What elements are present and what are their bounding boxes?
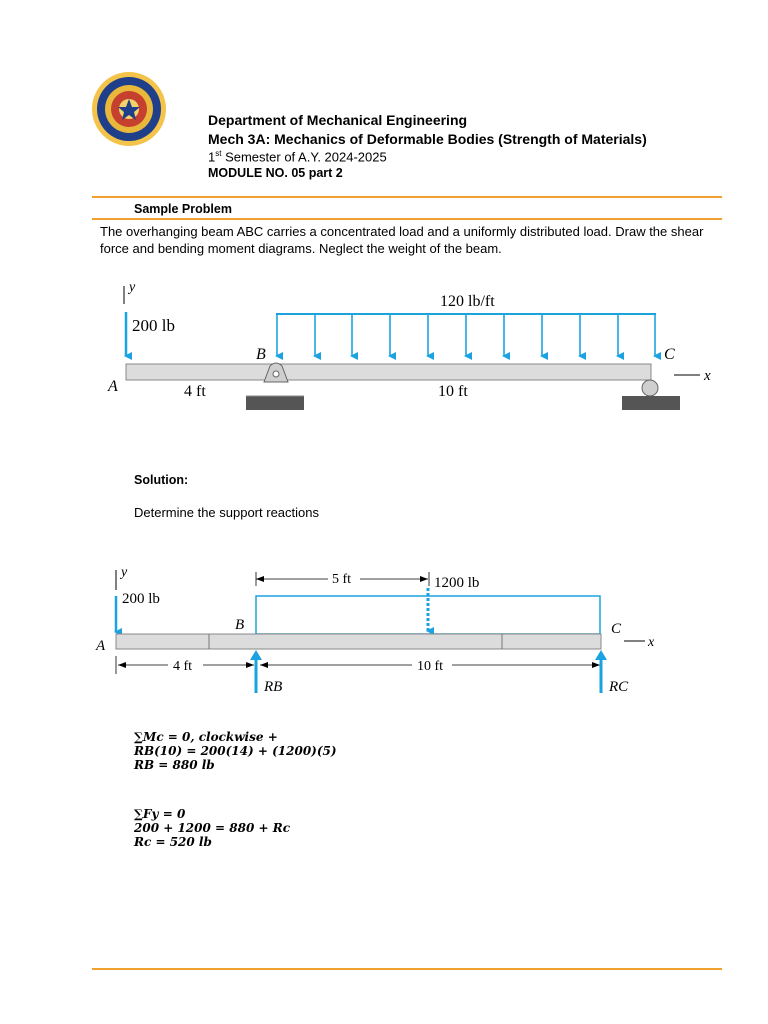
beam	[116, 634, 601, 649]
dimension-ab: 4 ft	[184, 383, 206, 400]
point-a-label: A	[108, 378, 118, 395]
reaction-c-arrow	[595, 650, 607, 693]
equation-line: Rc = 520 lb	[134, 835, 212, 849]
beam-free-body-diagram	[92, 558, 722, 703]
resultant-load-label: 1200 lb	[434, 575, 480, 591]
university-seal-icon	[90, 70, 168, 148]
equation-line: RB = 880 lb	[134, 758, 215, 772]
footer-rule	[92, 968, 722, 970]
section-title: Sample Problem	[134, 202, 232, 216]
solution-title: Solution:	[134, 473, 189, 487]
x-axis-label: x	[648, 635, 655, 650]
point-c-label: C	[611, 621, 622, 637]
course-title: Mech 3A: Mechanics of Deformable Bodies (Strength of Materials)	[208, 131, 647, 147]
dimension-bc: 10 ft	[417, 659, 444, 674]
point-a-label: A	[96, 638, 106, 654]
department-title: Department of Mechanical Engineering	[208, 112, 468, 128]
section-rule	[92, 218, 722, 220]
point-b-label: B	[235, 617, 245, 633]
y-axis-label: y	[129, 280, 136, 295]
force-equations	[134, 807, 290, 849]
distributed-load-label: 120 lb/ft	[440, 293, 495, 310]
roller-support-c	[622, 380, 680, 410]
equation-line: 200 + 1200 = 880 + Rc	[134, 821, 291, 835]
reaction-b-label: RB	[264, 679, 283, 695]
distributed-load-arrows	[277, 314, 655, 356]
equation-line: ∑Fy = 0	[134, 807, 186, 821]
point-b-label: B	[256, 346, 266, 363]
beam-figure-loading	[96, 278, 726, 428]
solution-intro: Determine the support reactions	[134, 505, 319, 520]
point-load-label: 200 lb	[122, 591, 160, 607]
dimension-ab: 4 ft	[173, 659, 193, 674]
x-axis-label: x	[704, 368, 711, 384]
equation-line: ∑Mc = 0, clockwise +	[134, 730, 278, 744]
header-rule	[92, 196, 722, 198]
point-c-label: C	[664, 346, 675, 363]
semester-text: 1st Semester of A.Y. 2024-2025	[208, 149, 387, 165]
beam	[126, 364, 651, 380]
moment-equations	[134, 730, 337, 772]
reaction-c-label: RC	[609, 679, 629, 695]
resultant-distance-label: 5 ft	[332, 572, 352, 587]
dimension-bc: 10 ft	[438, 383, 468, 400]
module-number: MODULE NO. 05 part 2	[208, 166, 343, 180]
point-load-label: 200 lb	[132, 316, 175, 335]
reaction-b-arrow	[250, 650, 262, 693]
equation-line: RB(10) = 200(14) + (1200)(5)	[134, 744, 337, 758]
problem-statement: The overhanging beam ABC carries a concentrated load and a uniformly distributed load. Draw the shear force and bending moment diagrams. Neglect the weight of the beam.	[100, 224, 704, 256]
y-axis-label: y	[121, 565, 128, 580]
